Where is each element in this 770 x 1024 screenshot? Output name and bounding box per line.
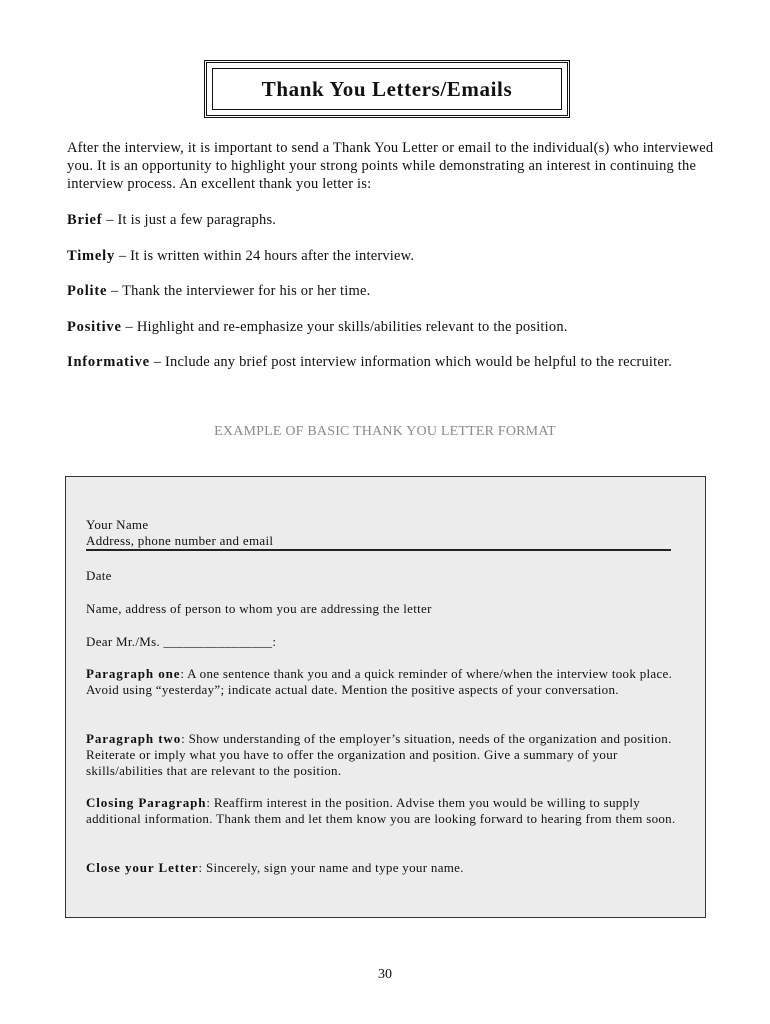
quality-term: Brief xyxy=(67,212,103,228)
letter-date: Date xyxy=(86,568,112,583)
quality-text: – It is written within 24 hours after the interview. xyxy=(115,248,415,264)
page-number: 30 xyxy=(378,967,392,982)
quality-text: – Thank the interviewer for his or her time. xyxy=(107,283,371,299)
paragraph-label: Close your Letter xyxy=(86,860,199,875)
quality-positive xyxy=(67,318,717,336)
paragraph-label: Paragraph one xyxy=(86,666,181,681)
page-title: Thank You Letters/Emails xyxy=(261,76,513,101)
paragraph-text: : Sincerely, sign your name and type your name. xyxy=(198,860,464,875)
letter-address: Address, phone number and email xyxy=(86,533,274,548)
paragraph-text: : Reaffirm interest in the position. Advise them you would be willing to supply additional information. Thank them and let them know you are looking forward to hearing from them soon. xyxy=(86,795,676,826)
letter-your-name: Your Name xyxy=(86,517,149,532)
letter-paragraph-one xyxy=(86,666,676,698)
paragraph-label: Paragraph two xyxy=(86,731,182,746)
letter-close xyxy=(86,860,676,876)
quality-text: – It is just a few paragraphs. xyxy=(102,212,277,228)
letter-recipient: Name, address of person to whom you are addressing the letter xyxy=(86,601,432,616)
title-box xyxy=(204,60,570,118)
paragraph-text: : Show understanding of the employer’s situation, needs of the organization and position. Reiterate or imply what you have to offer the organization and position. Give a summary of your skills/abilities that are relevant to the position. xyxy=(86,731,672,778)
paragraph-text: : A one sentence thank you and a quick reminder of where/when the interview took place. Avoid using “yesterday”; indicate actual date. Mention the positive aspects of your conversation. xyxy=(86,666,673,697)
quality-term: Timely xyxy=(67,248,116,264)
quality-text: – Include any brief post interview information which would be helpful to the recruiter. xyxy=(149,354,673,370)
quality-text: – Highlight and re-emphasize your skills/abilities relevant to the position. xyxy=(121,319,568,335)
quality-term: Positive xyxy=(67,319,122,335)
quality-polite xyxy=(67,282,717,300)
intro-paragraph: After the interview, it is important to send a Thank You Letter or email to the individual(s) who interviewed you. It is an opportunity to highlight your strong points while demonstrating an interest in continuing the interview process. An excellent thank you letter is: xyxy=(67,140,714,192)
letter-closing-paragraph xyxy=(86,795,676,827)
quality-term: Polite xyxy=(67,283,108,299)
quality-term: Informative xyxy=(67,354,150,370)
quality-timely xyxy=(67,247,717,265)
paragraph-label: Closing Paragraph xyxy=(86,795,207,810)
letterhead-divider xyxy=(86,549,671,551)
letter-format-box xyxy=(65,476,706,918)
letter-salutation: Dear Mr./Ms. ________________: xyxy=(86,634,277,649)
quality-informative xyxy=(67,353,717,371)
letter-paragraph-two xyxy=(86,731,676,779)
example-heading: EXAMPLE OF BASIC THANK YOU LETTER FORMAT xyxy=(214,424,556,439)
quality-brief xyxy=(67,211,717,229)
